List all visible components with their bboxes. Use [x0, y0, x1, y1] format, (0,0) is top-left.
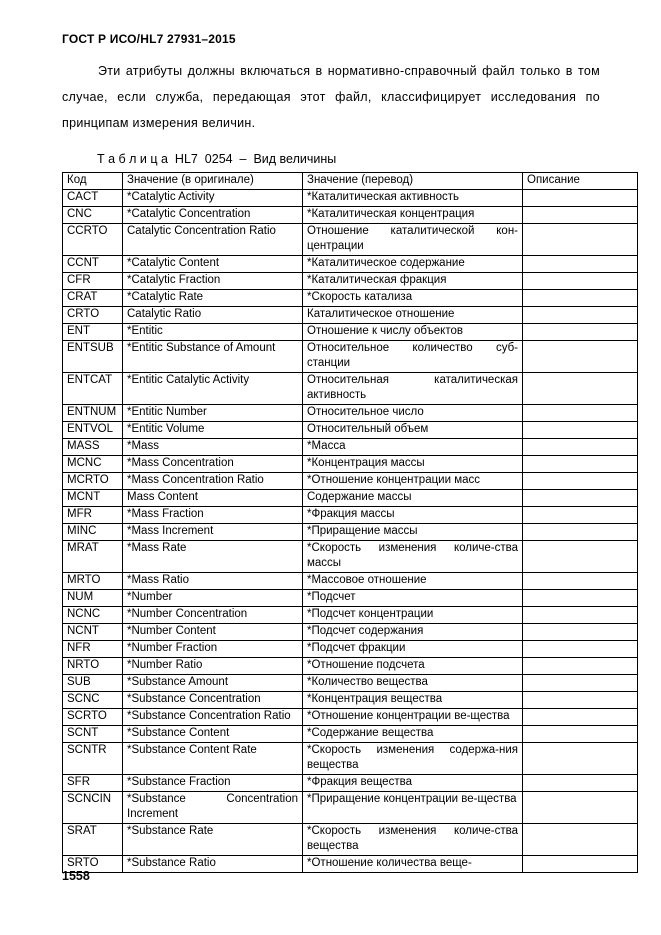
cell-description	[523, 725, 638, 742]
cell-translation: Отношение к числу объектов	[303, 323, 523, 340]
cell-description	[523, 206, 638, 223]
table-caption: Т а б л и ц а HL7 0254 – Вид величины	[97, 151, 337, 166]
cell-translation: *Подсчет содержания	[303, 623, 523, 640]
document-page	[62, 0, 637, 873]
cell-original: *Number Content	[123, 623, 303, 640]
cell-translation: *Каталитическое содержание	[303, 255, 523, 272]
cell-code: NFR	[63, 640, 123, 657]
cell-code: MFR	[63, 506, 123, 523]
cell-translation: Каталитическое отношение	[303, 306, 523, 323]
cell-code: SFR	[63, 774, 123, 791]
cell-translation: *Каталитическая фракция	[303, 272, 523, 289]
cell-code: SCNT	[63, 725, 123, 742]
cell-translation: Содержание массы	[303, 489, 523, 506]
table-row	[63, 657, 638, 674]
cell-translation: *Каталитическая концентрация	[303, 206, 523, 223]
cell-translation: *Отношение концентрации масс	[303, 472, 523, 489]
cell-description	[523, 455, 638, 472]
cell-description	[523, 606, 638, 623]
table-row	[63, 572, 638, 589]
cell-code: NCNC	[63, 606, 123, 623]
page-number: 1558	[62, 869, 90, 883]
cell-translation: *Подсчет концентрации	[303, 606, 523, 623]
cell-translation: Относительное количество суб-станции	[303, 340, 523, 372]
table-row	[63, 206, 638, 223]
cell-description	[523, 855, 638, 872]
cell-translation: *Подсчет	[303, 589, 523, 606]
cell-code: MCRTO	[63, 472, 123, 489]
table-row	[63, 289, 638, 306]
table-row	[63, 774, 638, 791]
cell-description	[523, 489, 638, 506]
cell-description	[523, 189, 638, 206]
cell-original: *Substance Concentration Ratio	[123, 708, 303, 725]
cell-code: NUM	[63, 589, 123, 606]
cell-description	[523, 657, 638, 674]
table-row	[63, 472, 638, 489]
table-row	[63, 540, 638, 572]
cell-description	[523, 774, 638, 791]
cell-translation: *Скорость изменения количе-ства вещества	[303, 823, 523, 855]
table-row	[63, 438, 638, 455]
table-row	[63, 691, 638, 708]
cell-original: *Mass Ratio	[123, 572, 303, 589]
table-row	[63, 623, 638, 640]
table-row	[63, 791, 638, 823]
cell-description	[523, 691, 638, 708]
header-cell-code: Код	[63, 172, 123, 189]
table-row	[63, 506, 638, 523]
cell-description	[523, 523, 638, 540]
table-row	[63, 523, 638, 540]
table-row	[63, 455, 638, 472]
cell-description	[523, 323, 638, 340]
header-cell-description: Описание	[523, 172, 638, 189]
table-row	[63, 255, 638, 272]
cell-code: MRTO	[63, 572, 123, 589]
cell-original: *Number	[123, 589, 303, 606]
cell-description	[523, 791, 638, 823]
cell-original: Catalytic Ratio	[123, 306, 303, 323]
cell-original: *Mass Concentration Ratio	[123, 472, 303, 489]
table-row	[63, 855, 638, 872]
table-row	[63, 421, 638, 438]
cell-original: *Substance Concentration Increment	[123, 791, 303, 823]
cell-description	[523, 372, 638, 404]
cell-translation: *Скорость катализа	[303, 289, 523, 306]
cell-code: ENTNUM	[63, 404, 123, 421]
table-row	[63, 742, 638, 774]
cell-code: MASS	[63, 438, 123, 455]
cell-original: *Mass Rate	[123, 540, 303, 572]
cell-translation: *Подсчет фракции	[303, 640, 523, 657]
cell-original: *Entitic	[123, 323, 303, 340]
cell-description	[523, 823, 638, 855]
cell-code: SUB	[63, 674, 123, 691]
cell-original: *Entitic Volume	[123, 421, 303, 438]
cell-original: *Substance Content Rate	[123, 742, 303, 774]
document-header: ГОСТ Р ИСО/HL7 27931–2015	[62, 32, 236, 46]
cell-original: *Substance Content	[123, 725, 303, 742]
cell-translation: *Концентрация вещества	[303, 691, 523, 708]
cell-original: *Substance Ratio	[123, 855, 303, 872]
cell-translation: *Отношение подсчета	[303, 657, 523, 674]
cell-translation: *Скорость изменения содержа-ния вещества	[303, 742, 523, 774]
cell-description	[523, 589, 638, 606]
cell-original: *Number Ratio	[123, 657, 303, 674]
table-row	[63, 340, 638, 372]
cell-description	[523, 742, 638, 774]
cell-code: CACT	[63, 189, 123, 206]
cell-translation: *Приращение концентрации ве-щества	[303, 791, 523, 823]
cell-description	[523, 708, 638, 725]
cell-code: MCNT	[63, 489, 123, 506]
cell-description	[523, 340, 638, 372]
table-row	[63, 272, 638, 289]
cell-translation: Относительная каталитическая активность	[303, 372, 523, 404]
table-body	[63, 189, 638, 872]
cell-description	[523, 255, 638, 272]
cell-original: *Entitic Catalytic Activity	[123, 372, 303, 404]
cell-original: Mass Content	[123, 489, 303, 506]
cell-original: *Substance Fraction	[123, 774, 303, 791]
cell-code: CRTO	[63, 306, 123, 323]
cell-translation: *Фракция вещества	[303, 774, 523, 791]
cell-description	[523, 674, 638, 691]
cell-description	[523, 306, 638, 323]
table-row	[63, 489, 638, 506]
cell-translation: *Фракция массы	[303, 506, 523, 523]
cell-description	[523, 623, 638, 640]
table-row	[63, 589, 638, 606]
cell-translation: *Массовое отношение	[303, 572, 523, 589]
table-row	[63, 223, 638, 255]
cell-original: *Mass	[123, 438, 303, 455]
cell-code: CFR	[63, 272, 123, 289]
cell-code: ENTCAT	[63, 372, 123, 404]
cell-description	[523, 421, 638, 438]
cell-code: CCRTO	[63, 223, 123, 255]
cell-code: CRAT	[63, 289, 123, 306]
cell-translation: *Масса	[303, 438, 523, 455]
table-row	[63, 189, 638, 206]
table-header-row	[63, 172, 638, 189]
cell-code: CNC	[63, 206, 123, 223]
cell-translation: *Приращение массы	[303, 523, 523, 540]
table-row	[63, 404, 638, 421]
cell-code: SCRTO	[63, 708, 123, 725]
cell-description	[523, 572, 638, 589]
cell-description	[523, 272, 638, 289]
cell-code: MINC	[63, 523, 123, 540]
cell-code: SRTO	[63, 855, 123, 872]
hl7-0254-table	[62, 172, 638, 873]
cell-original: *Number Concentration	[123, 606, 303, 623]
cell-original: Catalytic Concentration Ratio	[123, 223, 303, 255]
cell-translation: *Содержание вещества	[303, 725, 523, 742]
cell-description	[523, 438, 638, 455]
cell-translation: *Каталитическая активность	[303, 189, 523, 206]
cell-original: *Catalytic Content	[123, 255, 303, 272]
cell-description	[523, 223, 638, 255]
header-cell-original: Значение (в оригинале)	[123, 172, 303, 189]
table-row	[63, 674, 638, 691]
cell-code: SCNC	[63, 691, 123, 708]
cell-translation: *Концентрация массы	[303, 455, 523, 472]
cell-code: ENTVOL	[63, 421, 123, 438]
cell-original: *Number Fraction	[123, 640, 303, 657]
cell-original: *Mass Increment	[123, 523, 303, 540]
table-row	[63, 372, 638, 404]
cell-description	[523, 540, 638, 572]
table-row	[63, 606, 638, 623]
cell-original: *Catalytic Fraction	[123, 272, 303, 289]
cell-description	[523, 404, 638, 421]
cell-translation: *Скорость изменения количе-ства массы	[303, 540, 523, 572]
cell-original: *Substance Concentration	[123, 691, 303, 708]
cell-translation: *Отношение концентрации ве-щества	[303, 708, 523, 725]
cell-code: ENTSUB	[63, 340, 123, 372]
cell-original: *Mass Concentration	[123, 455, 303, 472]
cell-description	[523, 472, 638, 489]
cell-translation: Относительное число	[303, 404, 523, 421]
cell-translation: Относительный объем	[303, 421, 523, 438]
cell-original: *Catalytic Concentration	[123, 206, 303, 223]
cell-code: ENT	[63, 323, 123, 340]
cell-original: *Entitic Number	[123, 404, 303, 421]
cell-code: SRAT	[63, 823, 123, 855]
table-row	[63, 823, 638, 855]
table-row	[63, 725, 638, 742]
cell-original: *Substance Amount	[123, 674, 303, 691]
cell-original: *Catalytic Activity	[123, 189, 303, 206]
cell-code: MCNC	[63, 455, 123, 472]
cell-code: MRAT	[63, 540, 123, 572]
cell-description	[523, 289, 638, 306]
cell-original: *Catalytic Rate	[123, 289, 303, 306]
cell-description	[523, 506, 638, 523]
cell-original: *Mass Fraction	[123, 506, 303, 523]
cell-code: SCNCIN	[63, 791, 123, 823]
cell-original: *Entitic Substance of Amount	[123, 340, 303, 372]
cell-translation: *Отношение количества веще-	[303, 855, 523, 872]
cell-description	[523, 640, 638, 657]
intro-paragraph: Эти атрибуты должны включаться в нормативно-справочный файл только в том случае, если служба, передающая этот файл, классифицирует исследования по принципам измерения величин.	[62, 64, 600, 130]
table-row	[63, 708, 638, 725]
cell-translation: Отношение каталитической кон-центрации	[303, 223, 523, 255]
cell-code: NCNT	[63, 623, 123, 640]
table-row	[63, 640, 638, 657]
header-cell-translation: Значение (перевод)	[303, 172, 523, 189]
cell-translation: *Количество вещества	[303, 674, 523, 691]
cell-code: SCNTR	[63, 742, 123, 774]
table-row	[63, 323, 638, 340]
cell-code: NRTO	[63, 657, 123, 674]
cell-original: *Substance Rate	[123, 823, 303, 855]
cell-code: CCNT	[63, 255, 123, 272]
table-row	[63, 306, 638, 323]
